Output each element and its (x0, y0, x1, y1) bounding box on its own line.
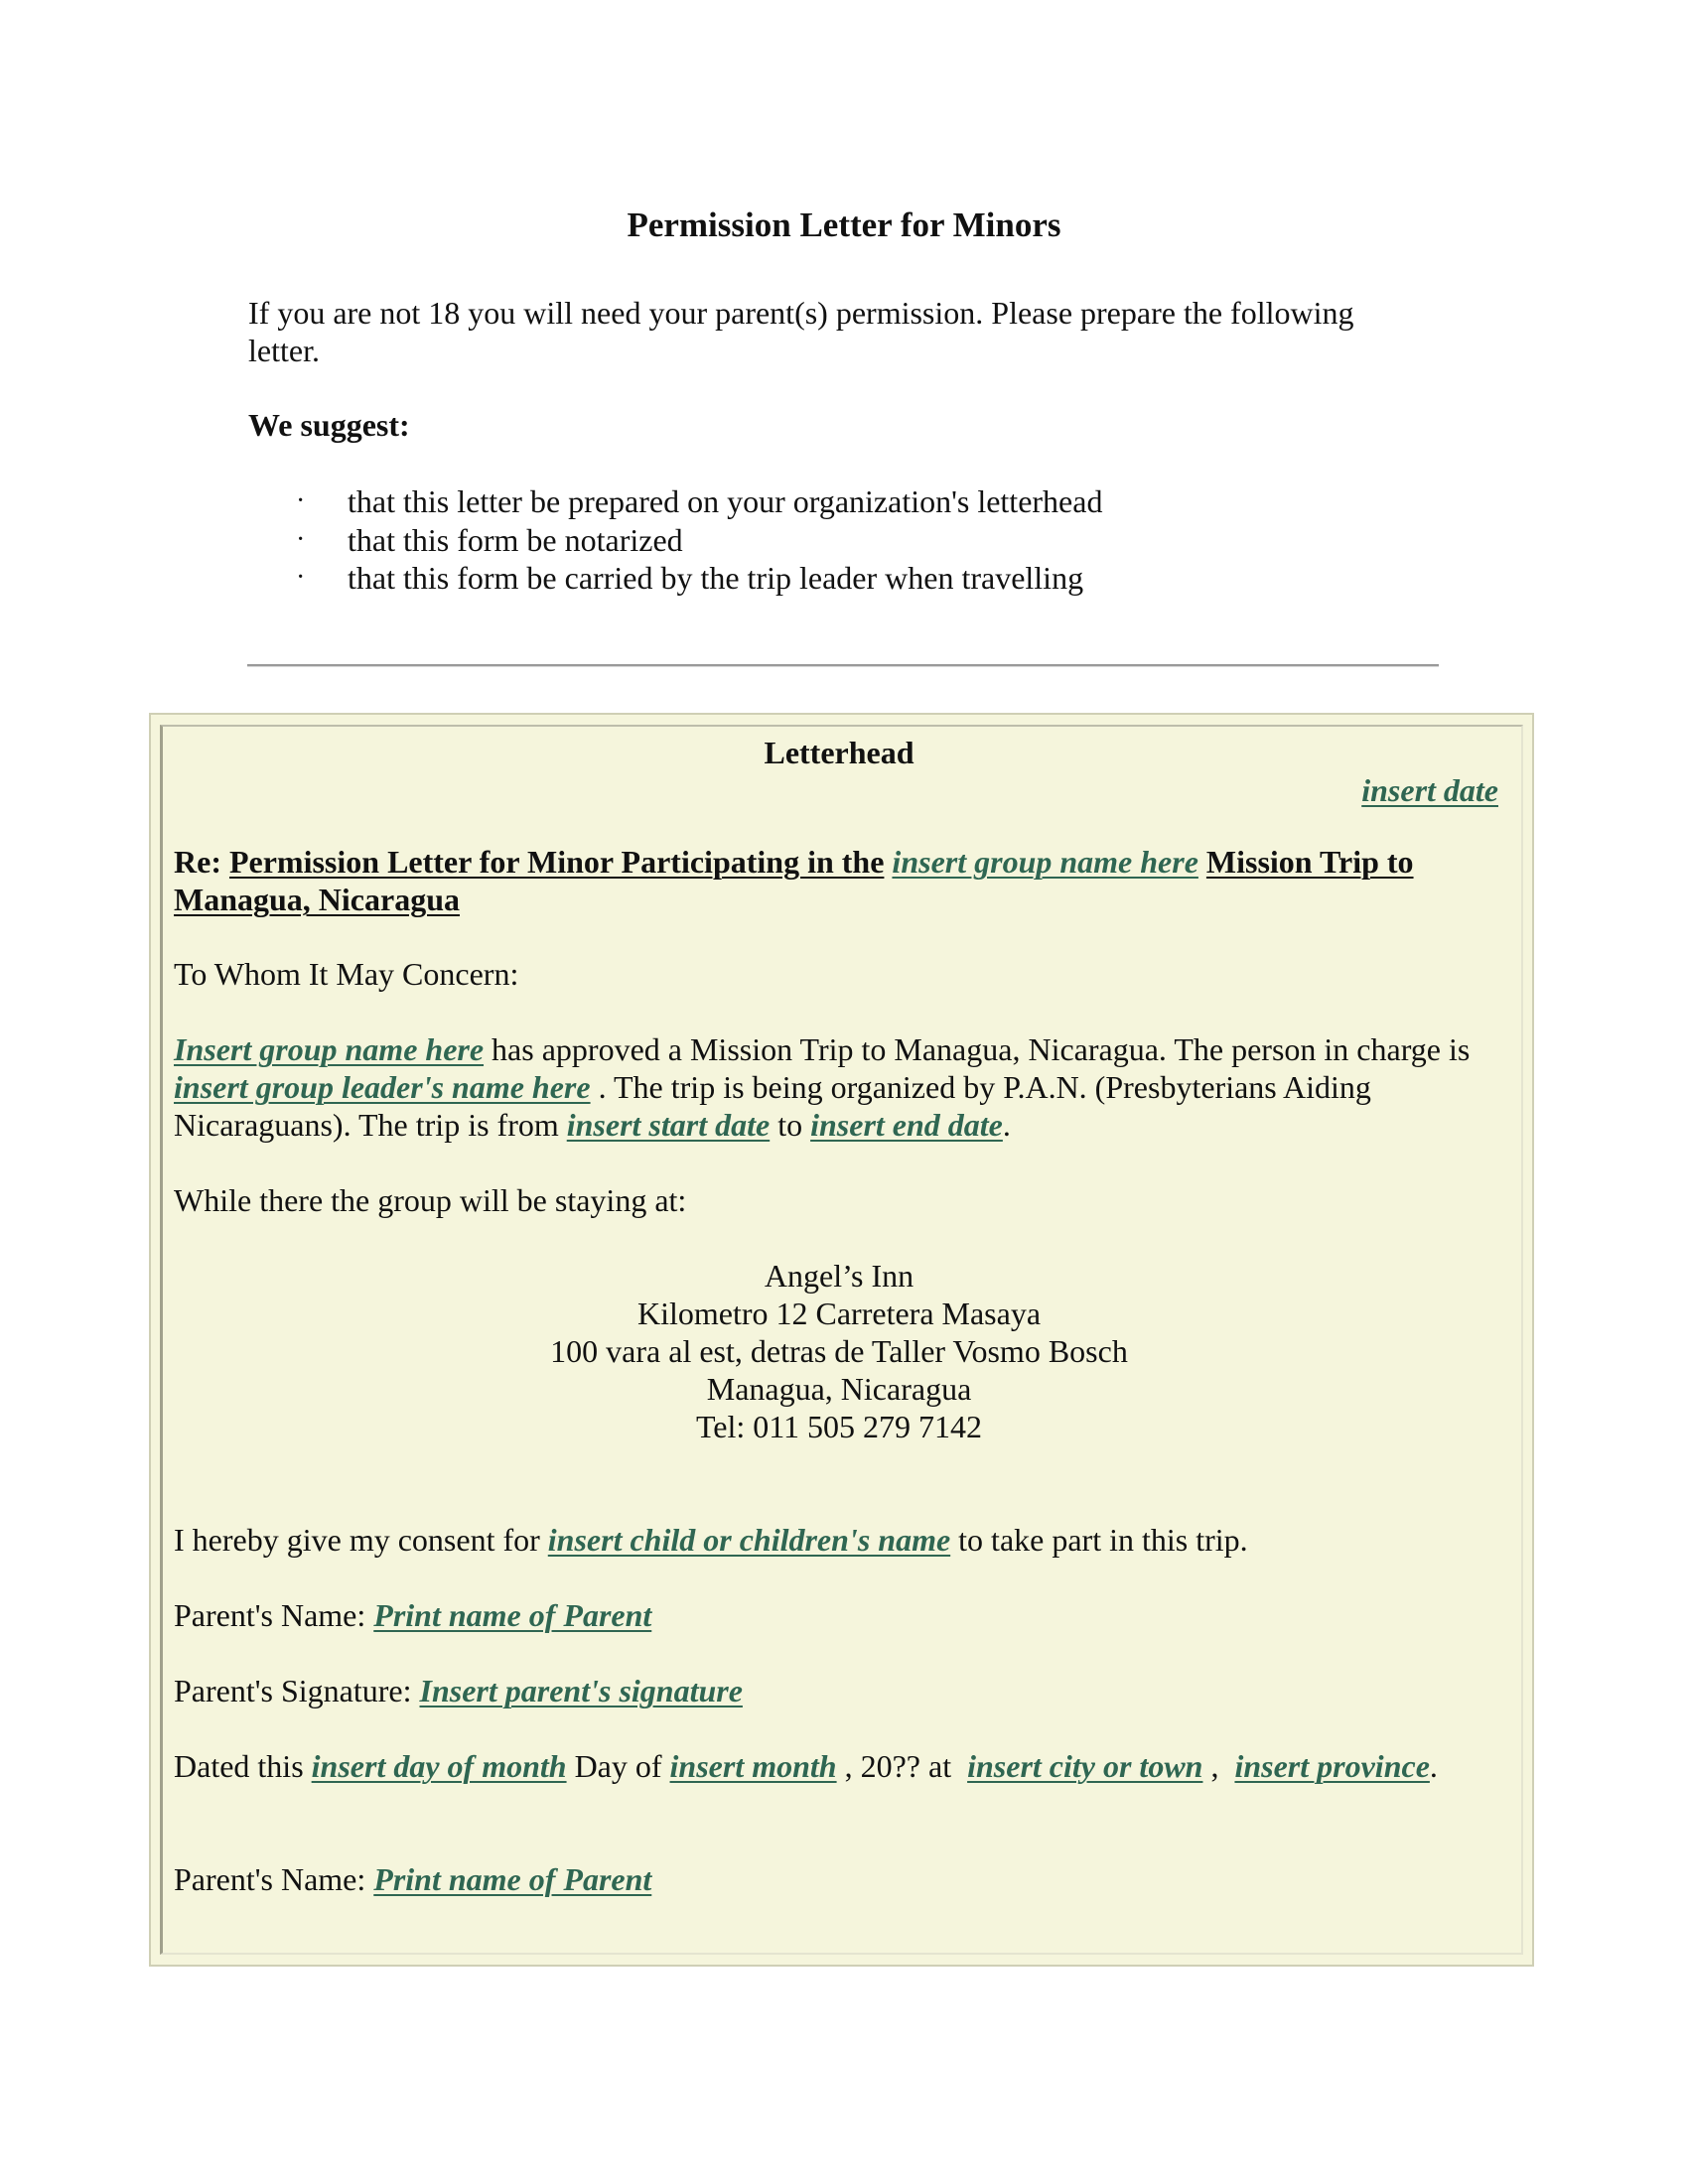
list-item (248, 482, 1102, 521)
city-placeholder: insert city or town (967, 1748, 1203, 1784)
parent-name-line-2 (174, 1860, 1504, 1898)
end-date-placeholder: insert end date (810, 1107, 1003, 1143)
intro-text: If you are not 18 you will need your parent(s) permission. Please prepare the following letter. (248, 295, 1354, 368)
body-text-3: to (770, 1107, 811, 1143)
list-item (248, 521, 1102, 560)
subject-group-placeholder: insert group name here (892, 844, 1198, 880)
address-block (174, 1257, 1504, 1445)
page-title: Permission Letter for Minors (627, 205, 1061, 244)
body-text-1: has approved a Mission Trip to Managua, Nicaragua. The person in charge is (484, 1031, 1471, 1067)
address-line: Tel: 011 505 279 7142 (695, 1409, 983, 1444)
consent-line (174, 1521, 1504, 1559)
suggestion-text: that this letter be prepared on your organization's letterhead (348, 483, 1103, 519)
staying-intro: While there the group will be staying at: (174, 1182, 687, 1218)
leader-name-placeholder: insert group leader's name here (174, 1069, 591, 1105)
body-group-placeholder: Insert group name here (174, 1031, 485, 1067)
bullet-icon: · (296, 523, 306, 555)
suggestion-text: that this form be carried by the trip leader when travelling (348, 560, 1084, 596)
dated-text-4: , (1202, 1748, 1235, 1784)
letterhead-heading: Letterhead (764, 735, 914, 770)
month-placeholder: insert month (669, 1748, 837, 1784)
subject-text-1: Permission Letter for Minor Participating in the (228, 844, 885, 880)
address-line: Angel’s Inn (764, 1258, 914, 1294)
parent-name-label: Parent's Name: (174, 1597, 374, 1633)
address-line: 100 vara al est, detras de Taller Vosmo Bosch (550, 1333, 1128, 1369)
child-name-placeholder: insert child or children's name (547, 1522, 951, 1558)
date-line (174, 771, 1504, 809)
suggestion-text: that this form be notarized (348, 521, 683, 558)
subject-prefix: Re: (174, 844, 229, 880)
parent-signature-label: Parent's Signature: (174, 1673, 420, 1708)
suggestion-list (248, 482, 1102, 598)
dated-text-1: Dated this (174, 1748, 312, 1784)
list-item (248, 559, 1102, 598)
dated-text-3: , 20?? at (836, 1748, 968, 1784)
bullet-icon: · (296, 485, 306, 516)
letter-content (174, 734, 1504, 1898)
dated-text-2: Day of (566, 1748, 670, 1784)
suggest-heading: We suggest: (248, 407, 410, 443)
parent-name-label-2: Parent's Name: (174, 1861, 374, 1897)
body-paragraph (174, 1030, 1504, 1144)
salutation: To Whom It May Concern: (174, 956, 519, 992)
consent-text-1: I hereby give my consent for (174, 1522, 548, 1558)
horizontal-divider (247, 664, 1439, 667)
province-placeholder: insert province (1234, 1748, 1430, 1784)
dated-text-5: . (1429, 1748, 1438, 1784)
address-line: Kilometro 12 Carretera Masaya (636, 1296, 1042, 1331)
body-text-4: . (1002, 1107, 1011, 1143)
parent-name-placeholder-2: Print name of Parent (373, 1861, 652, 1897)
start-date-placeholder: insert start date (566, 1107, 771, 1143)
address-line: Managua, Nicaragua (706, 1371, 972, 1407)
letter-template-box (149, 713, 1534, 1967)
parent-signature-line (174, 1672, 1504, 1709)
parent-name-placeholder: Print name of Parent (373, 1597, 652, 1633)
bullet-icon: · (296, 562, 306, 593)
dated-line (174, 1747, 1504, 1785)
subject-text-2: Mission Trip to Managua, Nicaragua (174, 844, 1414, 917)
parent-signature-placeholder: Insert parent's signature (419, 1673, 743, 1708)
parent-name-line (174, 1596, 1504, 1634)
subject-line (174, 843, 1504, 918)
consent-text-2: to take part in this trip. (950, 1522, 1248, 1558)
date-placeholder: insert date (1361, 772, 1498, 808)
day-of-month-placeholder: insert day of month (311, 1748, 567, 1784)
body-text-2: . The trip is being organized by P.A.N. (Presbyterians Aiding Nicaraguans). The trip is from (174, 1069, 1371, 1143)
